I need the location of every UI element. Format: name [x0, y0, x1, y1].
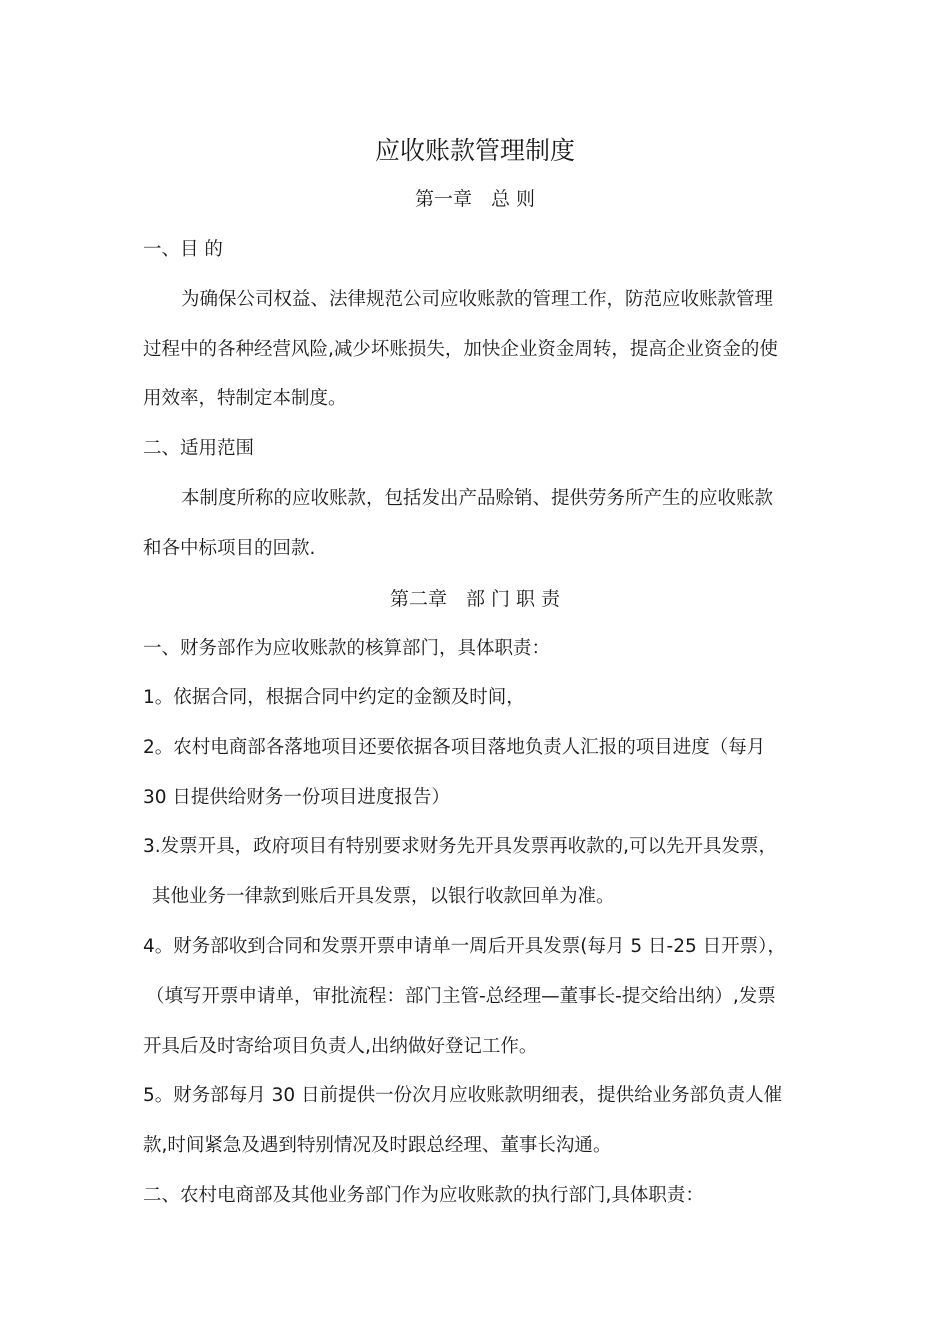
list-item: 5。财务部每月 30 日前提供一份次月应收账款明细表，提供给业务部负责人催 [143, 1085, 783, 1106]
list-item-continuation: 其他业务一律款到账后开具发票，以银行收款回单为准。 [152, 886, 615, 907]
chapter-heading-2: 第二章 部 门 职 责 [389, 588, 561, 610]
section-heading-purpose: 一、目 的 [143, 239, 223, 260]
list-item-continuation: 开具后及时寄给项目负责人,出纳做好登记工作。 [143, 1036, 538, 1057]
paragraph-line: 用效率，特制定本制度。 [143, 388, 347, 409]
list-item: 3.发票开具，政府项目有特别要求财务先开具发票再收款的,可以先开具发票， [143, 836, 778, 857]
list-item-continuation: 30 日提供给财务一份项目进度报告） [143, 787, 450, 808]
section-heading-scope: 二、适用范围 [143, 438, 255, 459]
list-item: 4。财务部收到合同和发票开票申请单一周后开具发票(每月 5 日-25 日开票）， [143, 936, 786, 957]
list-item: 1。依据合同，根据合同中约定的金额及时间， [143, 687, 525, 708]
chapter-heading-1: 第一章 总 则 [414, 188, 536, 210]
section-heading-business: 二、农村电商部及其他业务部门作为应收账款的执行部门,具体职责： [143, 1185, 704, 1206]
paragraph-line: 本制度所称的应收账款，包括发出产品赊销、提供劳务所产生的应收账款 [181, 488, 774, 509]
list-item: 2。农村电商部各落地项目还要依据各项目落地负责人汇报的项目进度（每月 [143, 737, 766, 758]
document-title: 应收账款管理制度 [374, 136, 575, 165]
list-item-continuation: 款,时间紧急及遇到特别情况及时跟总经理、董事长沟通。 [143, 1135, 612, 1156]
paragraph-line: 为确保公司权益、法律规范公司应收账款的管理工作，防范应收账款管理 [181, 289, 774, 310]
list-item-continuation: （填写开票申请单，审批流程：部门主管-总经理—董事长-提交给出纳）,发票 [146, 986, 776, 1007]
section-heading-finance: 一、财务部作为应收账款的核算部门，具体职责： [143, 638, 551, 659]
paragraph-line: 过程中的各种经营风险,减少坏账损失，加快企业资金周转，提高企业资金的使 [143, 339, 778, 360]
paragraph-line: 和各中标项目的回款. [143, 538, 316, 559]
